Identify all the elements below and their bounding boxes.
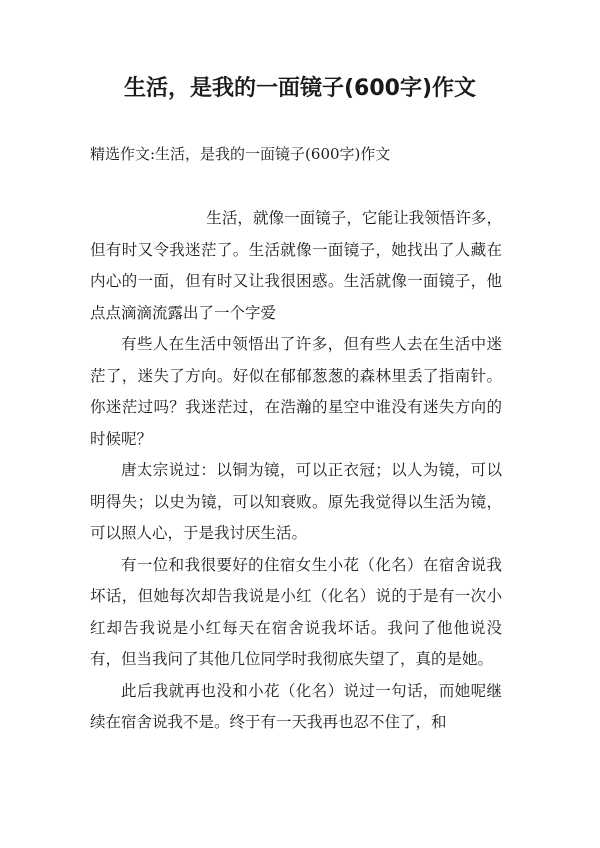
- paragraph: 有一位和我很要好的住宿女生小花（化名）在宿舍说我坏话，但她每次却告我说是小红（化名）说的于是有一次小红却告我说是小红每天在宿舍说我坏话。我问了他他说没有，但当我问了其他几位同学时我彻底失望了，真的是她。: [90, 555, 502, 668]
- paragraph: 唐太宗说过：以铜为镜，可以正衣冠；以人为镜，可以明得失；以史为镜，可以知衰败。原先我觉得以生活为镜，可以照人心，于是我讨厌生活。: [90, 461, 502, 542]
- document-title: 生活，是我的一面镜子(600字)作文: [123, 76, 477, 101]
- paragraph: 生活，就像一面镜子，它能让我领悟许多，但有时又令我迷茫了。生活就像一面镜子，她找出了人藏在内心的一面，但有时又让我很困惑。生活就像一面镜子，他点点滴滴流露出了一个字爱: [90, 209, 502, 322]
- document-body: [90, 203, 502, 739]
- paragraph: 此后我就再也没和小花（化名）说过一句话，而她呢继续在宿舍说我不是。终于有一天我再也忍不住了，和: [90, 681, 502, 731]
- document-subtitle: 精选作文:生活，是我的一面镜子(600字)作文: [90, 145, 391, 163]
- paragraph: 有些人在生活中领悟出了许多，但有些人去在生活中迷茫了，迷失了方向。好似在郁郁葱葱的森林里丢了指南针。你迷茫过吗？我迷茫过，在浩瀚的星空中谁没有迷失方向的时候呢？: [90, 335, 502, 448]
